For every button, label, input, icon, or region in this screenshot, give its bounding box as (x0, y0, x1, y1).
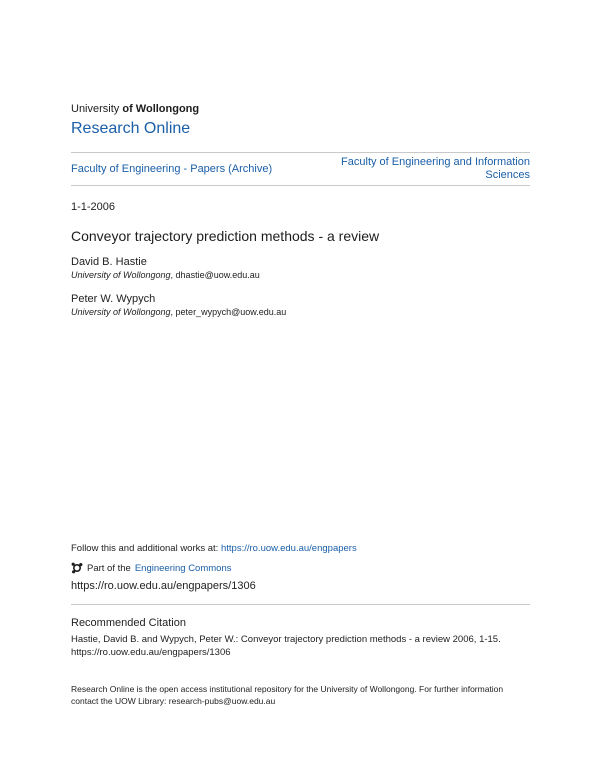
repository-footer (71, 683, 531, 707)
author-email[interactable]: , peter_wypych@uow.edu.au (170, 307, 287, 317)
university-prefix: University (71, 103, 120, 115)
author-email[interactable]: , dhastie@uow.edu.au (170, 270, 260, 280)
affiliation-name: University of Wollongong (71, 270, 171, 280)
part-of-line (71, 562, 231, 574)
part-of-text: Part of the (87, 562, 131, 574)
collection-right-line2: Sciences (485, 169, 530, 181)
university-suffix: of Wollongong (119, 103, 200, 115)
footer-line2: contact the UOW Library: research-pubs@uow.edu.au (71, 696, 276, 706)
follow-line (71, 543, 357, 554)
repository-link[interactable]: Research Online (71, 120, 191, 137)
divider-bottom (71, 604, 530, 605)
citation-text (71, 633, 531, 659)
follow-link[interactable]: https://ro.uow.edu.au/engpapers (220, 543, 357, 554)
item-url[interactable]: https://ro.uow.edu.au/engpapers/1306 (71, 580, 256, 592)
author-name: David B. Hastie (71, 256, 147, 268)
author-block-1 (71, 256, 260, 280)
collection-link-engineering-archive[interactable]: Faculty of Engineering - Papers (Archive) (71, 163, 273, 175)
author-affiliation (71, 270, 260, 280)
university-name (71, 103, 199, 115)
paper-title: Conveyor trajectory prediction methods - a review (71, 228, 380, 244)
divider-top (71, 152, 530, 153)
citation-line1: Hastie, David B. and Wypych, Peter W.: Conveyor trajectory prediction methods - a review 2006, 1-15. (71, 634, 501, 645)
engineering-commons-link[interactable]: Engineering Commons (134, 562, 232, 574)
follow-text: Follow this and additional works at: (71, 543, 221, 554)
footer-line1: Research Online is the open access institutional repository for the University of Wollongong. For further information (71, 684, 504, 694)
network-icon (71, 562, 83, 574)
citation-heading: Recommended Citation (71, 617, 186, 629)
author-affiliation (71, 307, 286, 317)
publication-date: 1-1-2006 (71, 201, 116, 213)
affiliation-name: University of Wollongong (71, 307, 171, 317)
collection-right-line1: Faculty of Engineering and Information (341, 156, 530, 168)
divider-middle (71, 185, 530, 186)
collection-link-engineering-info-sciences[interactable] (320, 156, 530, 182)
author-name: Peter W. Wypych (71, 293, 156, 305)
citation-line2[interactable]: https://ro.uow.edu.au/engpapers/1306 (71, 647, 231, 658)
author-block-2 (71, 293, 286, 317)
